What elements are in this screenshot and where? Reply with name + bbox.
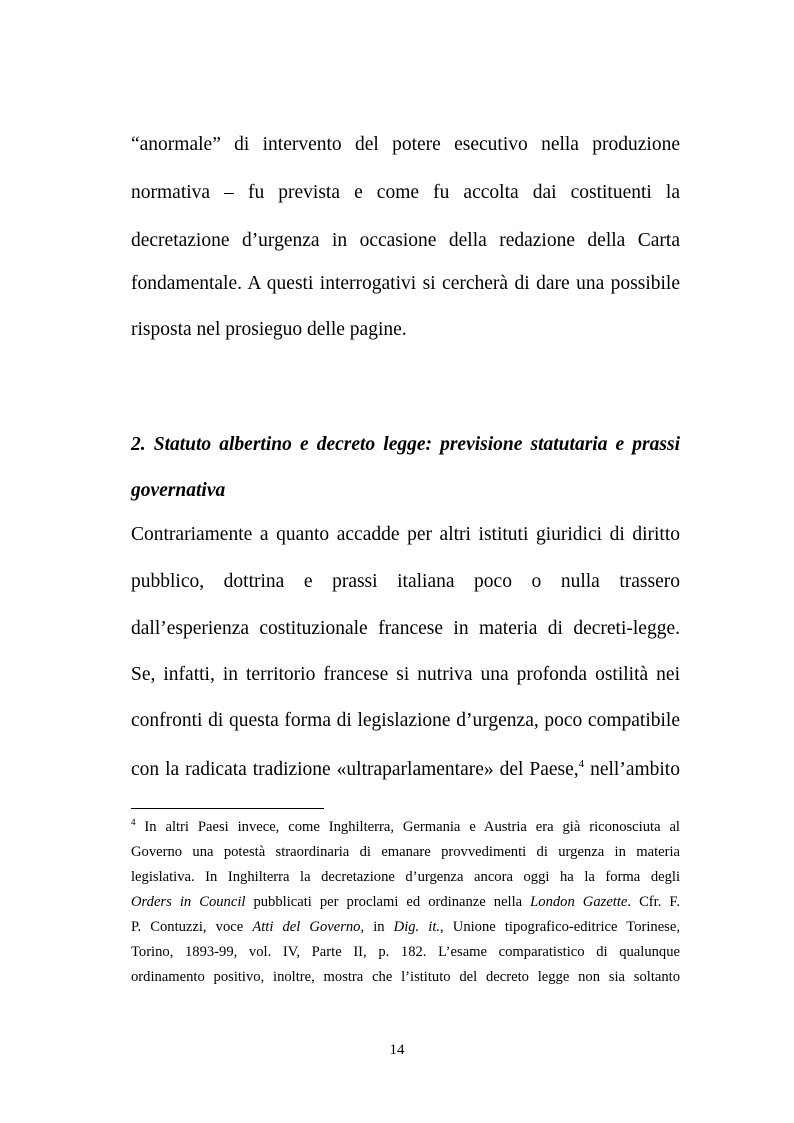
paragraph-text: nell’ambito bbox=[584, 759, 680, 780]
footnote-text: pubblicati per proclami ed ordinanze nella bbox=[245, 894, 531, 910]
paragraph-line: normativa – fu prevista e come fu accolta dai costituenti la bbox=[131, 182, 680, 203]
paragraph-line: risposta nel prosieguo delle pagine. bbox=[131, 319, 407, 340]
paragraph-text: con la radicata tradizione «ultraparlamentare» del Paese, bbox=[131, 759, 579, 780]
section-heading-line: 2. Statuto albertino e decreto legge: previsione statutaria e prassi bbox=[131, 434, 680, 455]
footnote-text: P. Contuzzi, voce bbox=[131, 919, 253, 935]
footnote-reference: 4 bbox=[578, 758, 585, 770]
paragraph-line: Contrariamente a quanto accadde per altri istituti giuridici di diritto bbox=[131, 524, 680, 545]
paragraph-line: Se, infatti, in territorio francese si nutriva una profonda ostilità nei bbox=[131, 664, 680, 685]
footnote-line: legislativa. In Inghilterra la decretazione d’urgenza ancora oggi ha la forma degli bbox=[131, 869, 680, 885]
footnote-italic-text: Atti del Governo bbox=[252, 919, 361, 935]
footnote-line: Governo una potestà straordinaria di emanare provvedimenti di urgenza in materia bbox=[131, 844, 680, 860]
footnote-text: . Cfr. F. bbox=[627, 894, 680, 910]
footnote-line bbox=[131, 918, 680, 936]
footnote-italic-text: London Gazette bbox=[530, 894, 628, 910]
footnote-line: Torino, 1893-99, vol. IV, Parte II, p. 182. L’esame comparatistico di qualunque bbox=[131, 944, 680, 960]
paragraph-line bbox=[131, 758, 680, 782]
page-number: 14 bbox=[389, 1042, 405, 1058]
footnote-line bbox=[131, 818, 680, 836]
footnote-text: , Unione tipografico-editrice Torinese, bbox=[440, 919, 680, 935]
footnote-number: 4 bbox=[131, 817, 136, 827]
paragraph-line: pubblico, dottrina e prassi italiana poco o nulla trassero bbox=[131, 571, 680, 592]
paragraph-line: dall’esperienza costituzionale francese in materia di decreti-legge. bbox=[131, 618, 680, 639]
footnote-line: ordinamento positivo, inoltre, mostra che l’istituto del decreto legge non sia soltanto bbox=[131, 969, 680, 985]
footnote-line bbox=[131, 893, 680, 911]
section-heading-line: governativa bbox=[131, 480, 226, 501]
footnote-separator bbox=[131, 808, 324, 809]
footnote-italic-text: Dig. it. bbox=[393, 919, 441, 935]
paragraph-line: decretazione d’urgenza in occasione della redazione della Carta bbox=[131, 230, 680, 251]
footnote-italic-text: Orders in Council bbox=[131, 894, 246, 910]
paragraph-line: fondamentale. A questi interrogativi si cercherà di dare una possibile bbox=[131, 273, 680, 294]
paragraph-line: confronti di questa forma di legislazione d’urgenza, poco compatibile bbox=[131, 710, 680, 731]
paragraph-line: “anormale” di intervento del potere esecutivo nella produzione bbox=[131, 134, 680, 155]
footnote-text: , in bbox=[360, 919, 394, 935]
footnote-text: In altri Paesi invece, come Inghilterra, Germania e Austria era già riconosciuta al bbox=[135, 819, 680, 835]
